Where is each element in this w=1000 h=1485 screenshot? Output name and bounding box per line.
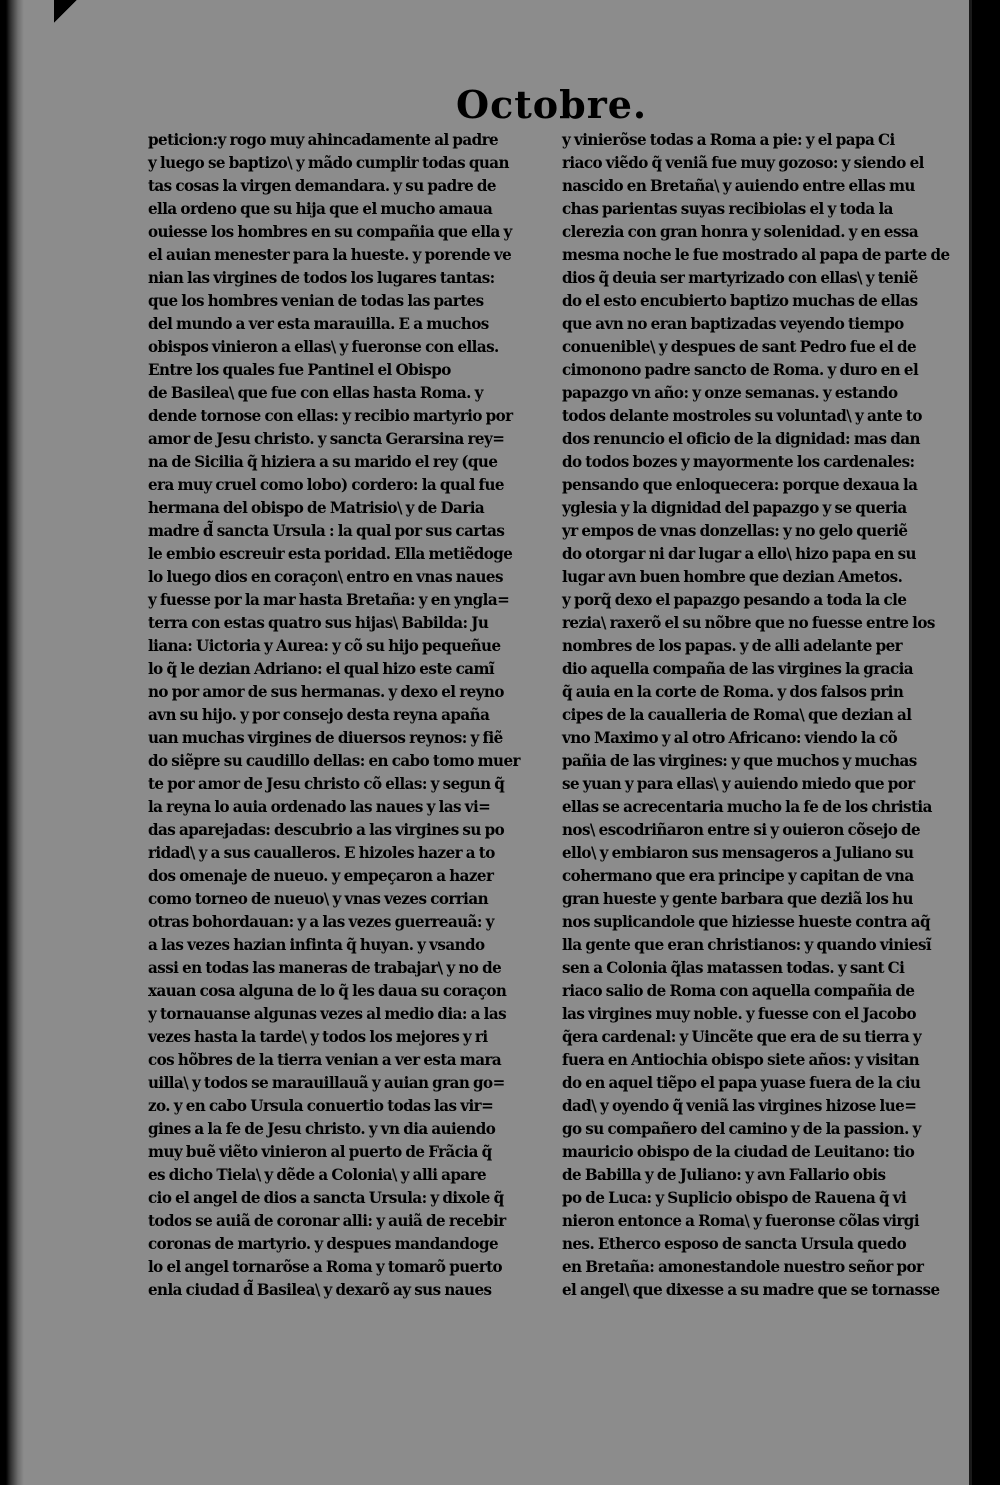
text-line: terra con estas quatro sus hijas\ Babilda: Ju — [148, 613, 489, 632]
text-line: cipes de la caualleria de Roma\ que dezian al — [562, 705, 912, 724]
text-line: fuera en Antiochia obispo siete años: y visitan — [562, 1050, 920, 1069]
text-line: todos se auiã de coronar alli: y auiã de recebir — [148, 1211, 506, 1230]
text-line: lo q̃ le dezian Adriano: el qual hizo este camĩ — [148, 659, 495, 678]
text-line: vno Maximo y al otro Africano: viendo la cõ — [562, 728, 898, 747]
text-line: nascido en Bretaña\ y auiendo entre ellas mu — [562, 176, 915, 195]
text-line: ouiesse los hombres en su compañia que ella y — [148, 222, 512, 241]
text-line: tas cosas la virgen demandara. y su padre de — [148, 176, 497, 195]
text-line: ridad\ y a sus caualleros. E hizoles hazer a to — [148, 843, 495, 862]
text-line: peticion:y rogo muy ahincadamente al padre — [148, 130, 499, 149]
text-line: dende tornose con ellas: y recibio martyrio por — [148, 406, 513, 425]
text-line: a las vezes hazian infinta q̃ huyan. y vsando — [148, 935, 485, 954]
text-line: avn su hijo. y por consejo desta reyna apaña — [148, 705, 490, 724]
text-line: y luego se baptizo\ y mãdo cumplir todas quan — [148, 153, 509, 172]
text-line: dos renuncio el oficio de la dignidad: mas dan — [562, 429, 920, 448]
text-line: del mundo a ver esta marauilla. E a muchos — [148, 314, 489, 333]
text-line: q̃era cardenal: y Uincẽte que era de su tierra y — [562, 1027, 922, 1046]
text-line: coronas de martyrio. y despues mandandoge — [148, 1234, 499, 1253]
text-line: cio el angel de dios a sancta Ursula: y dixole q̃ — [148, 1188, 504, 1207]
text-line: era muy cruel como lobo) cordero: la qual fue — [148, 475, 504, 494]
text-line: papazgo vn año: y onze semanas. y estando — [562, 383, 898, 402]
text-line: te por amor de Jesu christo cõ ellas: y segun q̃ — [148, 774, 505, 793]
text-line: las virgines muy noble. y fuesse con el Jacobo — [562, 1004, 916, 1023]
page-corner-fold — [54, 0, 78, 26]
text-line: nos suplicandole que hiziesse hueste contra aq̃ — [562, 912, 931, 931]
text-line: gran hueste y gente barbara que deziã los hu — [562, 889, 913, 908]
text-line: y vinierõse todas a Roma a pie: y el papa Ci — [562, 130, 895, 149]
text-line: clerezia con gran honra y solenidad. y en essa — [562, 222, 919, 241]
text-line: el angel\ que dixesse a su madre que se tornasse — [562, 1280, 940, 1299]
text-line: dad\ y oyendo q̃ veniã las virgines hizose lue= — [562, 1096, 917, 1115]
text-line: Entre los quales fue Pantinel el Obispo — [148, 360, 451, 379]
text-line: otras bohordauan: y a las vezes guerreauã: y — [148, 912, 494, 931]
text-line: como torneo de nueuo\ y vnas vezes corrian — [148, 889, 489, 908]
text-line: el auian menester para la hueste. y porende ve — [148, 245, 512, 264]
text-line: das aparejadas: descubrio a las virgines su po — [148, 820, 505, 839]
text-line: uilla\ y todos se marauillauã y auian gran go= — [148, 1073, 505, 1092]
text-line: lugar avn buen hombre que dezian Ametos. — [562, 567, 903, 586]
text-line: nombres de los papas. y de alli adelante per — [562, 636, 903, 655]
text-line: nos\ escodriñaron entre si y ouieron cõsejo de — [562, 820, 921, 839]
text-line: do todos bozes y mayormente los cardenales: — [562, 452, 915, 471]
text-line: y fuesse por la mar hasta Bretaña: y en yngla= — [148, 590, 510, 609]
text-line: dos omenaje de nueuo. y empeçaron a hazer — [148, 866, 494, 885]
text-line: cohermano que era principe y capitan de vna — [562, 866, 914, 885]
text-line: nieron entonce a Roma\ y fueronse cõlas virgi — [562, 1211, 920, 1230]
text-line: riaco viẽdo q̃ veniã fue muy gozoso: y siendo el — [562, 153, 924, 172]
text-line: rezia\ raxerõ el su nõbre que no fuesse entre los — [562, 613, 935, 632]
text-line: riaco salio de Roma con aquella compañia de — [562, 981, 915, 1000]
text-line: muy buẽ viẽto vinieron al puerto de Frãcia q̃ — [148, 1142, 492, 1161]
text-line: do en aquel tiẽpo el papa yuase fuera de la ciu — [562, 1073, 921, 1092]
text-line: do otorgar ni dar lugar a ello\ hizo papa en su — [562, 544, 916, 563]
text-line: do siẽpre su caudillo dellas: en cabo tomo muer — [148, 751, 520, 770]
text-line: le embio escreuir esta poridad. Ella metiẽdoge — [148, 544, 513, 563]
text-line: zo. y en cabo Ursula conuertio todas las vir= — [148, 1096, 494, 1115]
text-line: sen a Colonia q̃las matassen todas. y sant Ci — [562, 958, 905, 977]
text-line: enla ciudad d̃ Basilea\ y dexarõ ay sus naues — [148, 1280, 492, 1299]
text-line: mesma noche le fue mostrado al papa de parte de — [562, 245, 950, 264]
text-line: amor de Jesu christo. y sancta Gerarsina rey= — [148, 429, 505, 448]
text-line: vezes hasta la tarde\ y todos los mejores y ri — [148, 1027, 488, 1046]
text-line: de Babilla y de Juliano: y avn Fallario obis — [562, 1165, 886, 1184]
text-line: ello\ y embiaron sus mensageros a Juliano su — [562, 843, 914, 862]
text-line: dio aquella compaña de las virgines la gracia — [562, 659, 914, 678]
text-line: q̃ auia en la corte de Roma. y dos falsos prin — [562, 682, 904, 701]
text-line: madre d̃ sancta Ursula : la qual por sus cartas — [148, 521, 505, 540]
text-line: y porq̃ dexo el papazgo pesando a toda la cle — [562, 590, 907, 609]
text-line: de Basilea\ que fue con ellas hasta Roma. y — [148, 383, 483, 402]
text-column-left — [148, 128, 540, 1301]
text-line: chas parientas suyas recibiolas el y toda la — [562, 199, 893, 218]
text-line: que los hombres venian de todas las partes — [148, 291, 484, 310]
text-line: obispos vinieron a ellas\ y fueronse con ellas. — [148, 337, 499, 356]
text-line: lo luego dios en coraçon\ entro en vnas naues — [148, 567, 503, 586]
text-line: ella ordeno que su hija que el mucho amaua — [148, 199, 493, 218]
text-line: do el esto encubierto baptizo muchas de ellas — [562, 291, 918, 310]
text-line: hermana del obispo de Matrisio\ y de Daria — [148, 498, 485, 517]
text-line: yr empos de vnas donzellas: y no gelo queriẽ — [562, 521, 908, 540]
text-line: en Bretaña: amonestandole nuestro señor por — [562, 1257, 924, 1276]
running-head: Octobre. — [456, 82, 648, 127]
binding-gutter-shadow — [0, 0, 24, 1485]
text-line: yglesia y la dignidad del papazgo y se queria — [562, 498, 907, 517]
text-line: lla gente que eran christianos: y quando viniesĩ — [562, 935, 932, 954]
text-line: cos hõbres de la tierra venian a ver esta mara — [148, 1050, 502, 1069]
text-line: ellas se acrecentaria mucho la fe de los christia — [562, 797, 932, 816]
text-line: pensando que enloquecera: porque dexaua la — [562, 475, 918, 494]
text-line: cimonono padre sancto de Roma. y duro en el — [562, 360, 919, 379]
text-line: assi en todas las maneras de trabajar\ y no de — [148, 958, 502, 977]
text-line: no por amor de sus hermanas. y dexo el reyno — [148, 682, 504, 701]
text-line: na de Sicilia q̃ hiziera a su marido el rey (que — [148, 452, 498, 471]
text-line: gines a la fe de Jesu christo. y vn dia auiendo — [148, 1119, 496, 1138]
text-line: dios q̃ deuia ser martyrizado con ellas\ y teniẽ — [562, 268, 918, 287]
text-column-right — [562, 128, 954, 1301]
text-line: y tornauanse algunas vezes al medio dia: a las — [148, 1004, 507, 1023]
text-line: todos delante mostroles su voluntad\ y ante to — [562, 406, 922, 425]
text-line: po de Luca: y Suplicio obispo de Rauena q̃ vi — [562, 1188, 907, 1207]
text-line: mauricio obispo de la ciudad de Leuitano: tio — [562, 1142, 915, 1161]
text-line: uan muchas virgines de diuersos reynos: y fiẽ — [148, 728, 503, 747]
text-line: go su compañero del camino y de la passion. y — [562, 1119, 921, 1138]
text-line: es dicho Tiela\ y dẽde a Colonia\ y alli apare — [148, 1165, 487, 1184]
text-line: se yuan y para ellas\ y auiendo miedo que por — [562, 774, 915, 793]
text-line: liana: Uictoria y Aurea: y cõ su hijo pequeñue — [148, 636, 501, 655]
text-line: que avn no eran baptizadas veyendo tiempo — [562, 314, 904, 333]
text-line: conuenible\ y despues de sant Pedro fue el de — [562, 337, 917, 356]
text-line: lo el angel tornarõse a Roma y tomarõ puerto — [148, 1257, 503, 1276]
text-line: xauan cosa alguna de lo q̃ les daua su coraçon — [148, 981, 507, 1000]
text-line: la reyna lo auia ordenado las naues y las vi= — [148, 797, 491, 816]
text-line: nian las virgines de todos los lugares tantas: — [148, 268, 495, 287]
text-line: nes. Etherco esposo de sancta Ursula quedo — [562, 1234, 907, 1253]
text-line: pañia de las virgines: y que muchos y muchas — [562, 751, 917, 770]
